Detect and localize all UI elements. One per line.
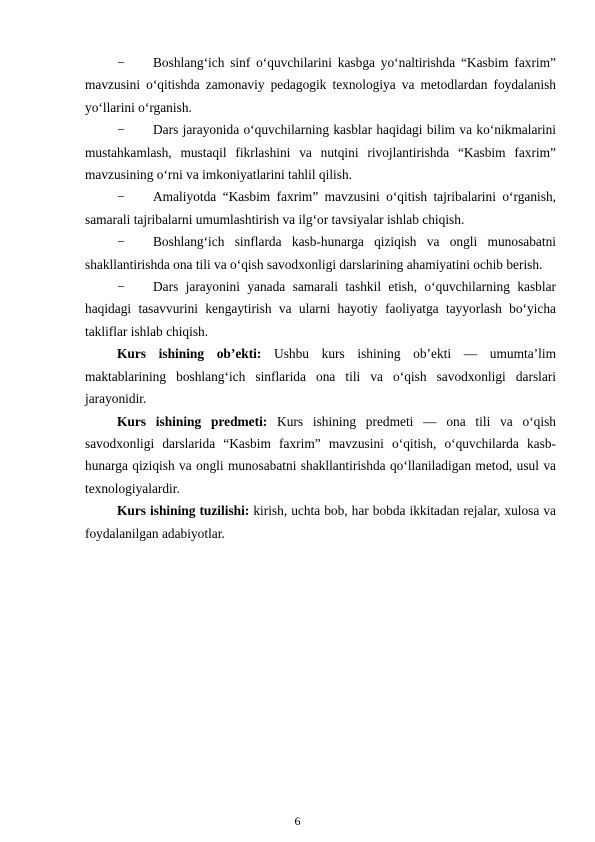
section-text: Kurs ishining predmeti — ona tili va o‘qish savodxonligi darslarida “Kasbim faxrim” mavzusini o‘qitish, o‘quvchilarda kasb-hunarga qiziqish va ongli munosabatni shakllantirishda qo‘llaniladigan metod, usul va texnologiyalardir. xyxy=(85,413,556,496)
bullet-dash: − xyxy=(117,279,125,295)
bullet-dash: − xyxy=(117,55,125,70)
bullet-item xyxy=(85,52,556,119)
bullet-text: Dars jarayonida o‘quvchilarning kasblar haqidagi bilim va ko‘nikmalarini mustahkamlash, mustaqil fikrlashini va nutqini rivojlantirishda “Kasbim faxrim” mavzusining o‘rni va imkoniyatlarini tahlil qilish. xyxy=(85,122,556,183)
bullet-text: Dars jarayonini yanada samarali tashkil etish, o‘quvchilarning kasblar haqidagi tasavvurini kengaytirish va ularni hayotiy faoliyatga tayyorlash bo‘yicha takliflar ishlab chiqish. xyxy=(85,279,556,339)
section-label: Kurs ishining predmeti: xyxy=(117,413,268,429)
section-label: Kurs ishining tuzilishi: xyxy=(117,503,250,519)
section-structure xyxy=(85,500,556,545)
bullet-item xyxy=(85,231,556,276)
section-subject xyxy=(85,411,556,501)
bullet-dash: − xyxy=(117,189,125,205)
page-number: 6 xyxy=(294,814,301,828)
section-text: kirish, uchta bob, har bobda ikkitadan rejalar, xulosa va foydalanilgan adabiyotlar. xyxy=(85,503,556,541)
bullet-text: Boshlang‘ich sinf o‘quvchilarini kasbga yo‘naltirishda “Kasbim faxrim” mavzusini o‘qitishda zamonaviy pedagogik texnologiya va metodlardan foydalanish yo‘llarini o‘rganish. xyxy=(85,55,556,115)
bullet-item xyxy=(85,186,556,231)
bullet-dash: − xyxy=(117,122,125,138)
document-body xyxy=(85,52,556,545)
bullet-item xyxy=(85,276,556,343)
section-label: Kurs ishining ob’ekti: xyxy=(117,346,262,362)
bullet-dash: − xyxy=(117,234,125,250)
bullet-text: Boshlang‘ich sinflarda kasb-hunarga qiziqish va ongli munosabatni shakllantirishda ona tili va o‘qish savodxonligi darslarining ahamiyatini ochib berish. xyxy=(85,234,556,272)
bullet-item xyxy=(85,119,556,186)
bullet-text: Amaliyotda “Kasbim faxrim” mavzusini o‘qitish tajribalarini o‘rganish, samarali tajribalarni umumlashtirish va ilg‘or tavsiyalar ishlab chiqish. xyxy=(85,189,556,227)
section-object xyxy=(85,343,556,410)
section-text: Ushbu kurs ishining ob’ekti — umumta’lim maktablarining boshlang‘ich sinflarida ona tili va o‘qish savodxonligi darslari jarayonidir. xyxy=(85,346,556,407)
